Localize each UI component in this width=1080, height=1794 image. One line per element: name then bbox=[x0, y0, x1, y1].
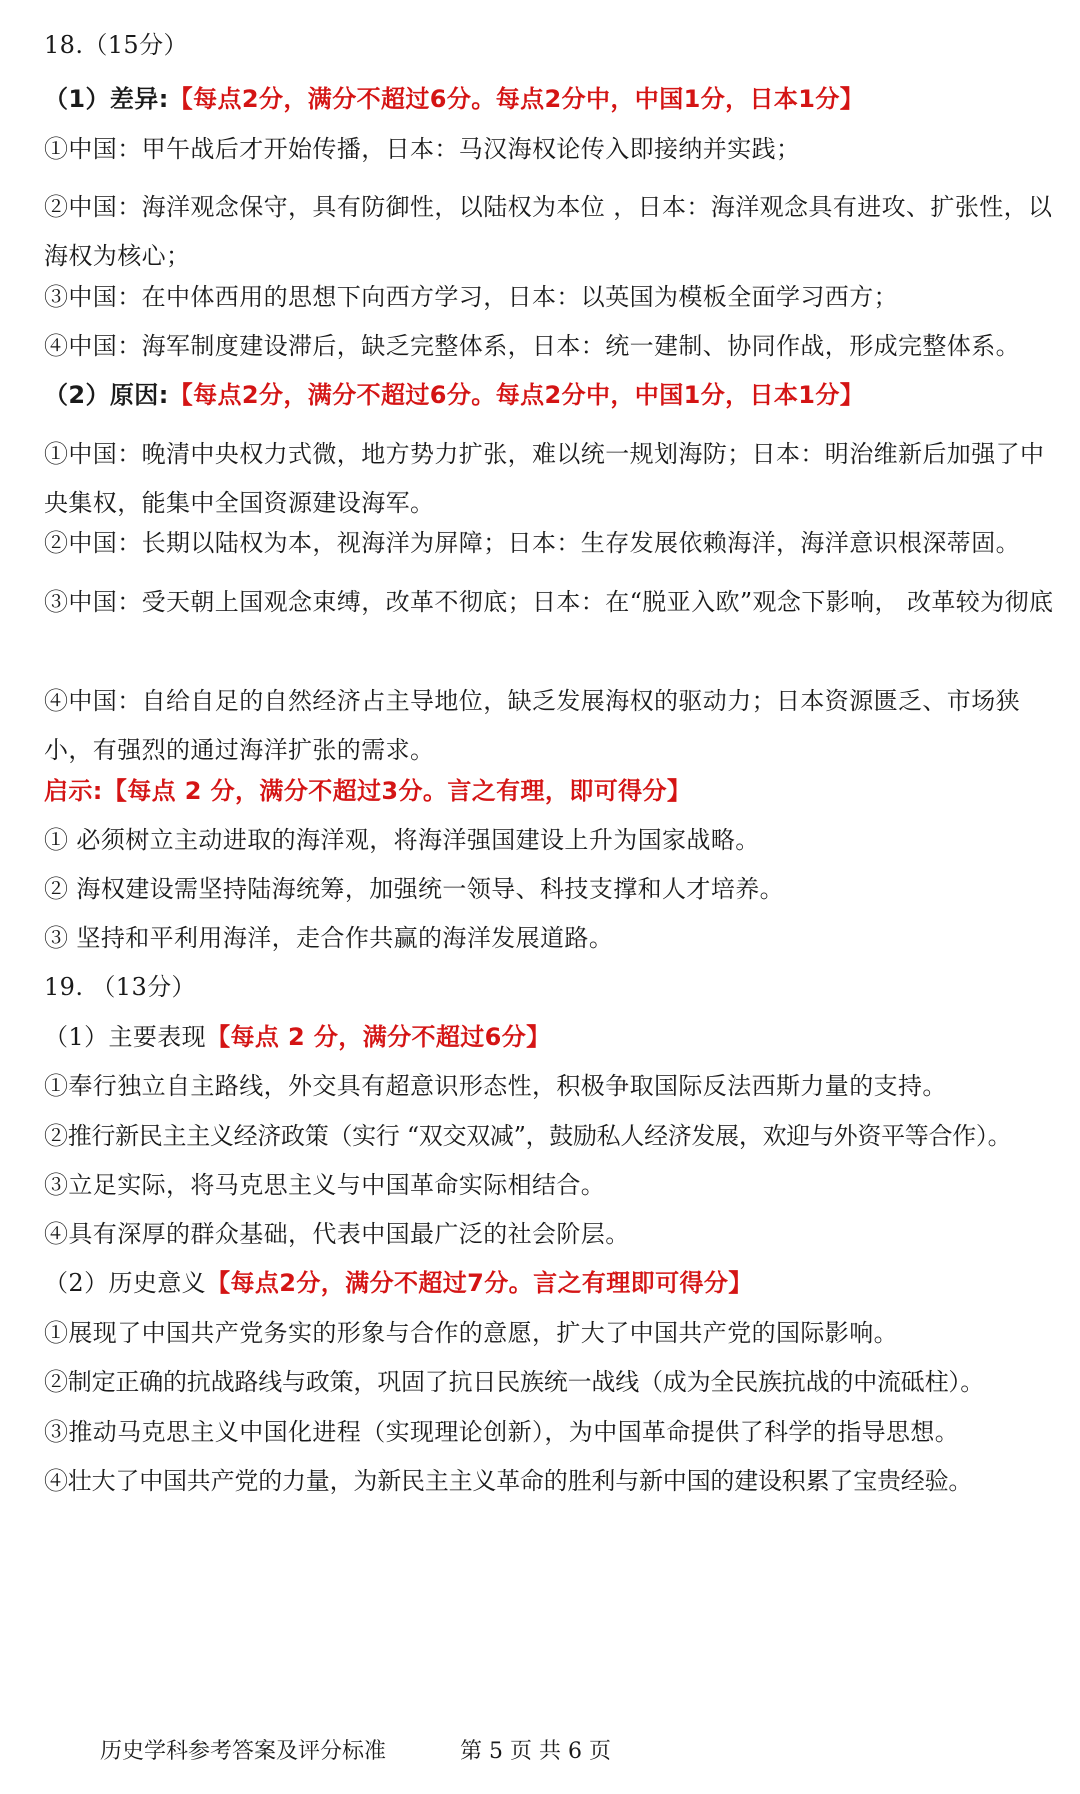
footer-subject: 历史学科参考答案及评分标准 bbox=[100, 1739, 387, 1764]
q19-part1-item-2: ②推行新民主主义经济政策（实行 “双交双减”，鼓励私人经济发展，欢迎与外资平等合作）。 bbox=[44, 1122, 1012, 1150]
q18-part1-rule: 【每点2分，满分不超过6分。每点2分中，中国1分，日本1分】 bbox=[168, 85, 865, 113]
q19-part2-item-3: ③推动马克思主义中国化进程（实现理论创新），为中国革命提供了科学的指导思想。 bbox=[44, 1418, 960, 1446]
q19-part2-label: （2）历史意义 bbox=[44, 1269, 207, 1297]
q19-part1-rule: 【每点 2 分，满分不超过6分】 bbox=[206, 1023, 551, 1051]
q19-part1-heading bbox=[44, 1022, 1056, 1052]
q19-part1-label: （1）主要表现 bbox=[44, 1023, 207, 1051]
q18-part1-label: （1）差异: bbox=[44, 85, 169, 113]
q18-part1-item-3: ③中国：在中体西用的思想下向西方学习，日本：以英国为模板全面学习西方； bbox=[44, 283, 898, 311]
q19-part2-item-1: ①展现了中国共产党务实的形象与合作的意愿，扩大了中国共产党的国际影响。 bbox=[44, 1319, 898, 1347]
q18-title: 18.（15分） bbox=[44, 31, 188, 59]
q18-part2-item-1: ①中国：晚清中央权力式微，地方势力扩张，难以统一规划海防；日本：明治维新后加强了中央集权，能集中全国资源建设海军。 bbox=[44, 440, 1045, 517]
q18-part2-item-4: ④中国：自给自足的自然经济占主导地位，缺乏发展海权的驱动力；日本资源匮乏、市场狭小，有强烈的通过海洋扩张的需求。 bbox=[44, 687, 1020, 764]
q18-part2-item-3: ③中国：受天朝上国观念束缚，改革不彻底；日本：在“脱亚入欧”观念下影响， 改革较为彻底 bbox=[44, 588, 1054, 616]
q18-part1-item-2: ②中国：海洋观念保守，具有防御性，以陆权为本位 ，日本：海洋观念具有进攻、扩张性，以海权为核心； bbox=[44, 193, 1053, 270]
q18-insight-label: 启示: bbox=[44, 777, 103, 805]
q18-part2-rule: 【每点2分，满分不超过6分。每点2分中，中国1分，日本1分】 bbox=[168, 381, 865, 409]
q18-insight-item-1: ① 必须树立主动进取的海洋观，将海洋强国建设上升为国家战略。 bbox=[44, 826, 760, 854]
q19-part1-item-3: ③立足实际，将马克思主义与中国革命实际相结合。 bbox=[44, 1171, 606, 1199]
q18-part2-heading bbox=[44, 380, 1056, 410]
q18-part1-item-4: ④中国：海军制度建设滞后，缺乏完整体系，日本：统一建制、协同作战，形成完整体系。 bbox=[44, 332, 1020, 360]
q18-insight-item-3: ③ 坚持和平利用海洋，走合作共赢的海洋发展道路。 bbox=[44, 924, 614, 952]
q19-part2-rule: 【每点2分，满分不超过7分。言之有理即可得分】 bbox=[206, 1269, 753, 1297]
q19-part2-heading bbox=[44, 1268, 1056, 1298]
q18-insight-rule: 【每点 2 分，满分不超过3分。言之有理，即可得分】 bbox=[102, 777, 692, 805]
footer-page-number: 第 5 页 共 6 页 bbox=[460, 1739, 611, 1764]
q18-insight-heading bbox=[44, 776, 1056, 806]
q19-part1-item-1: ①奉行独立自主路线，外交具有超意识形态性，积极争取国际反法西斯力量的支持。 bbox=[44, 1072, 947, 1100]
q18-insight-item-2: ② 海权建设需坚持陆海统筹，加强统一领导、科技支撑和人才培养。 bbox=[44, 875, 785, 903]
q18-part2-item-2: ②中国：长期以陆权为本，视海洋为屏障；日本：生存发展依赖海洋，海洋意识根深蒂固。 bbox=[44, 529, 1020, 557]
q19-part2-item-4: ④壮大了中国共产党的力量，为新民主主义革命的胜利与新中国的建设积累了宝贵经验。 bbox=[44, 1467, 973, 1495]
q18-part1-item-1: ①中国：甲午战后才开始传播，日本：马汉海权论传入即接纳并实践； bbox=[44, 135, 801, 163]
q19-part1-item-4: ④具有深厚的群众基础，代表中国最广泛的社会阶层。 bbox=[44, 1220, 630, 1248]
q18-part1-heading bbox=[44, 84, 1056, 114]
q19-title: 19. （13分） bbox=[44, 973, 196, 1001]
q18-part2-label: （2）原因: bbox=[44, 381, 169, 409]
q19-part2-item-2: ②制定正确的抗战路线与政策，巩固了抗日民族统一战线（成为全民族抗战的中流砥柱）。 bbox=[44, 1368, 984, 1396]
